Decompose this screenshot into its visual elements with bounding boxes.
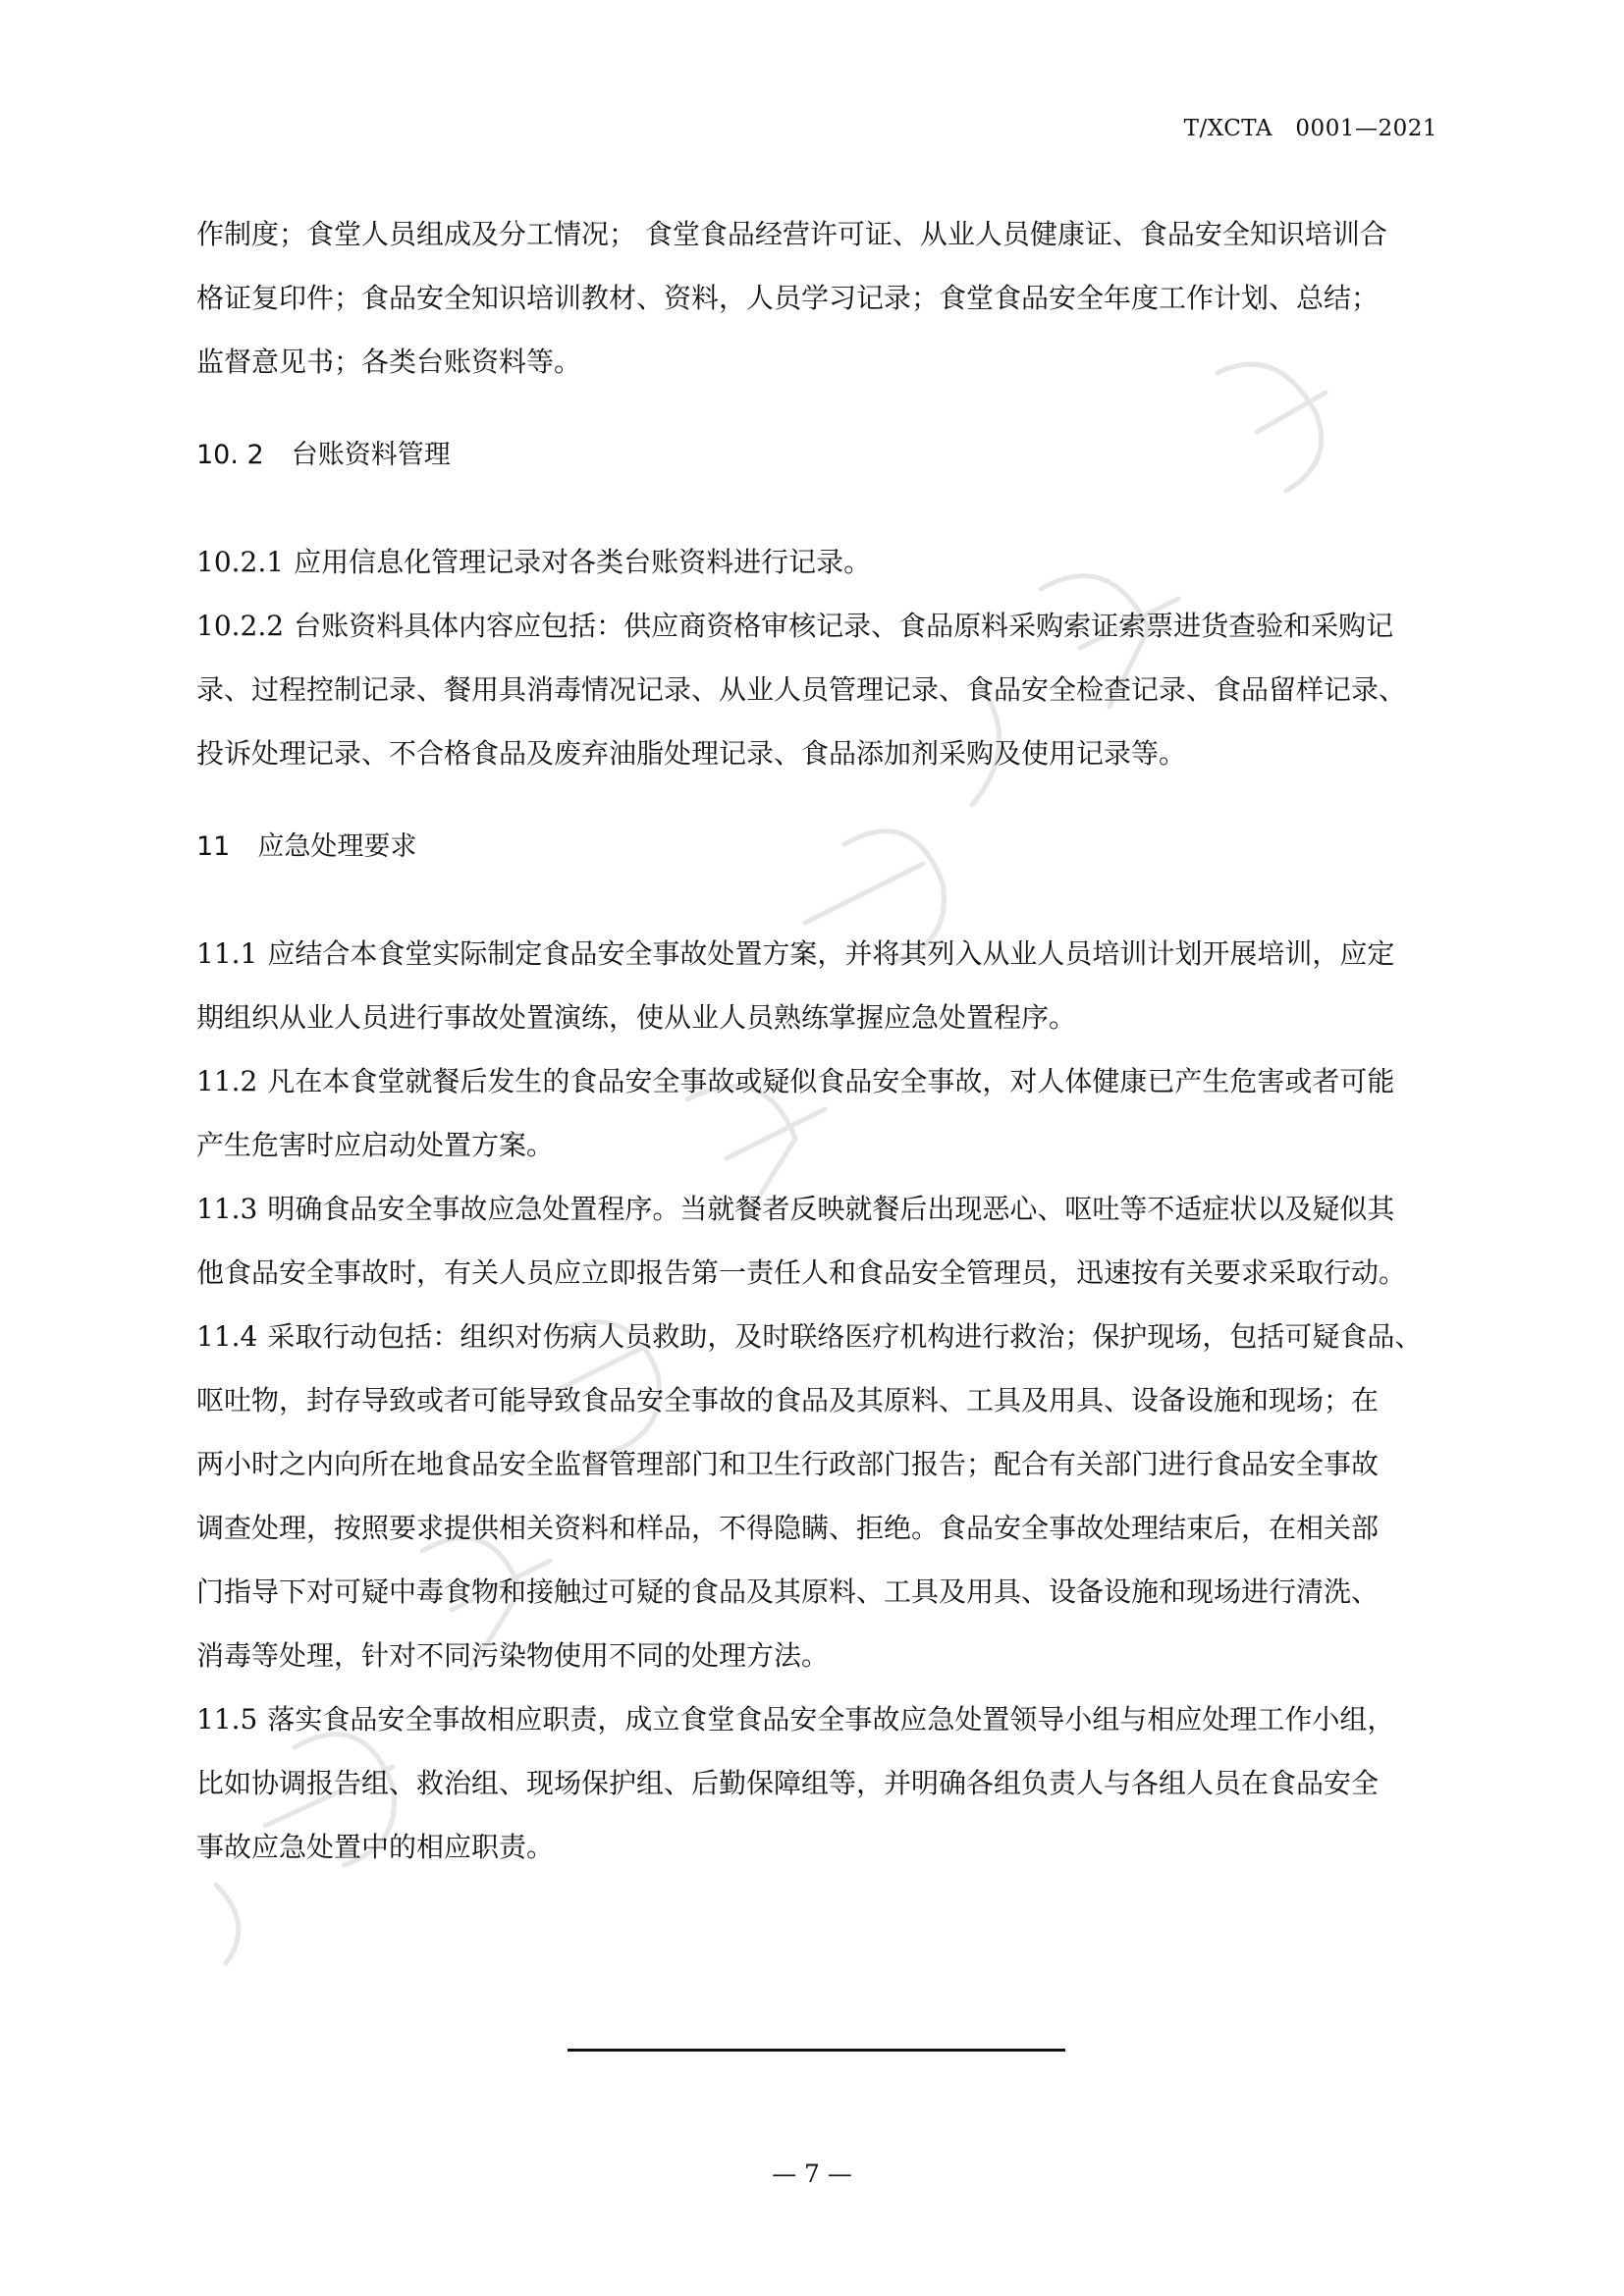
clause-first-line xyxy=(196,922,1441,986)
clause-text: 凡在本食堂就餐后发生的食品安全事故或疑似食品安全事故，对人体健康已产生危害或者可能 xyxy=(267,1065,1395,1097)
page-number: — 7 — xyxy=(772,2160,852,2188)
clause-text: 落实食品安全事故相应职责，成立食堂食品安全事故应急处置领导小组与相应处理工作小组， xyxy=(267,1703,1395,1735)
intro-paragraph xyxy=(196,202,1441,394)
clause-first-line xyxy=(196,594,1441,658)
paragraph-line: 格证复印件；食品安全知识培训教材、资料，人员学习记录；食堂食品安全年度工作计划、总结； xyxy=(196,282,1380,314)
paragraph-line: 投诉处理记录、不合格食品及废弃油脂处理记录、食品添加剂采购及使用记录等。 xyxy=(196,737,1187,770)
clause-11-1 xyxy=(196,922,1441,1049)
clause-11-4 xyxy=(196,1305,1441,1687)
clause-first-line xyxy=(196,1687,1441,1751)
clause-11-3 xyxy=(196,1177,1441,1305)
clause-10-2-1 xyxy=(196,530,1441,594)
clause-number: 11.2 xyxy=(196,1065,258,1097)
clause-text: 台账资料具体内容应包括：供应商资格审核记录、食品原料采购索证索票进货查验和采购记 xyxy=(294,610,1394,642)
paragraph-line: 产生危害时应启动处置方案。 xyxy=(196,1129,555,1161)
clause-number: 10.2.1 xyxy=(196,546,285,578)
clause-text: 采取行动包括：组织对伤病人员救助，及时联络医疗机构进行救治；保护现场，包括可疑食品、 xyxy=(267,1320,1423,1353)
clause-number: 11.4 xyxy=(196,1320,258,1353)
clause-first-line xyxy=(196,1177,1441,1241)
clause-text: 应结合本食堂实际制定食品安全事故处置方案，并将其列入从业人员培训计划开展培训，应定 xyxy=(267,937,1395,970)
main-content xyxy=(196,202,1441,1879)
section-heading-10-2 xyxy=(196,423,1441,487)
paragraph-line: 调查处理，按照要求提供相关资料和样品，不得隐瞒、拒绝。食品安全事故处理结束后，在相关部 xyxy=(196,1512,1380,1544)
paragraph-line: 他食品安全事故时，有关人员应立即报告第一责任人和食品安全管理员，迅速按有关要求采取行动。 xyxy=(196,1256,1407,1289)
clause-10-2-2 xyxy=(196,594,1441,785)
clause-number: 10.2.2 xyxy=(196,610,285,642)
clause-11-5 xyxy=(196,1687,1441,1879)
clause-text: 明确食品安全事故应急处置程序。当就餐者反映就餐后出现恶心、呕吐等不适症状以及疑似其 xyxy=(267,1193,1395,1225)
clause-text: 应用信息化管理记录对各类台账资料进行记录。 xyxy=(294,546,872,578)
section-title: 台账资料管理 xyxy=(291,440,451,470)
clause-first-line xyxy=(196,1305,1441,1368)
paragraph-line: 作制度；食堂人员组成及分工情况； 食堂食品经营许可证、从业人员健康证、食品安全知识培训合 xyxy=(196,218,1387,250)
section-title: 应急处理要求 xyxy=(257,831,417,862)
paragraph-line: 消毒等处理，针对不同污染物使用不同的处理方法。 xyxy=(196,1639,830,1672)
paragraph-line: 事故应急处置中的相应职责。 xyxy=(196,1831,555,1863)
paragraph-line: 呕吐物，封存导致或者可能导致食品安全事故的食品及其原料、工具及用具、设备设施和现场；在 xyxy=(196,1384,1380,1416)
clause-first-line xyxy=(196,530,1441,594)
clause-number: 11.5 xyxy=(196,1703,258,1735)
clause-first-line xyxy=(196,1049,1441,1113)
paragraph-line: 监督意见书；各类台账资料等。 xyxy=(196,346,582,378)
section-heading-11 xyxy=(196,815,1441,879)
paragraph-line: 比如协调报告组、救治组、现场保护组、后勤保障组等，并明确各组负责人与各组人员在食品安全 xyxy=(196,1767,1380,1799)
section-number: 10. 2 xyxy=(196,440,264,470)
paragraph-line: 两小时之内向所在地食品安全监督管理部门和卫生行政部门报告；配合有关部门进行食品安全事故 xyxy=(196,1448,1380,1480)
clause-11-2 xyxy=(196,1049,1441,1177)
clause-number: 11.3 xyxy=(196,1193,258,1225)
paragraph-line: 录、过程控制记录、餐用具消毒情况记录、从业人员管理记录、食品安全检查记录、食品留样记录、 xyxy=(196,673,1407,706)
clause-number: 11.1 xyxy=(196,937,258,970)
document-code: T/XCTA 0001—2021 xyxy=(1183,116,1437,141)
paragraph-line: 期组织从业人员进行事故处置演练，使从业人员熟练掌握应急处置程序。 xyxy=(196,1001,1077,1034)
paragraph-line: 门指导下对可疑中毒食物和接触过可疑的食品及其原料、工具及用具、设备设施和现场进行清洗、 xyxy=(196,1575,1380,1608)
end-of-document-rule xyxy=(568,2049,1065,2052)
section-number: 11 xyxy=(196,831,231,862)
